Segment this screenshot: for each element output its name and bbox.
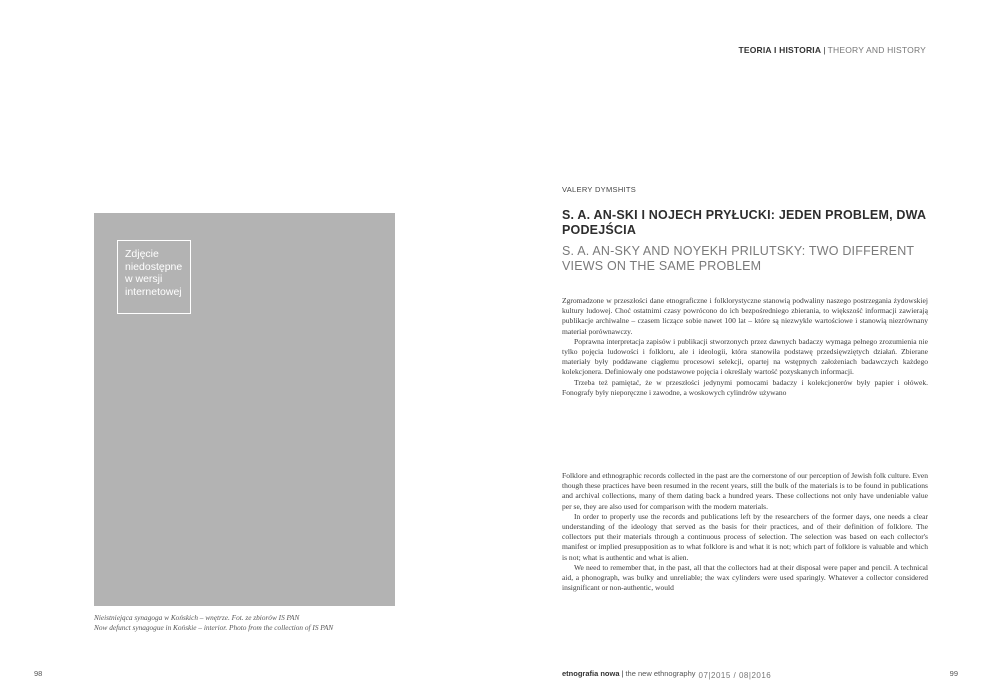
paragraph-pl-2: Poprawna interpretacja zapisów i publikacji stworzonych przez dawnych badaczy wymaga pełnego zrozumienia nie tylko pojęcia ludowości i folkloru, ale i ideologii, która stanowiła podstawę przedsięwziętych działań. Zbierane materiały były poddawane ciągłemu procesowi selekcji, opartej na wstępnych założeniach badawczych każdego kolekcjonera. Definiowały one podstawowe pojęcia i określały wartość pozyskanych informacji. <box>562 336 928 377</box>
article-body-en <box>562 471 928 593</box>
section-title-en: THEORY AND HISTORY <box>827 45 926 55</box>
journal-separator: | <box>621 669 624 678</box>
paragraph-pl-1: Zgromadzone w przeszłości dane etnograficzne i folklorystyczne stanowią podwaliny naszego postrzegania żydowskiej kultury ludowej. Choć ostatnimi czasy powrócono do ich bezpośredniego zbierania, to większość informacji zawierają publikacje archiwalne – czasem liczące sobie nawet 100 lat – które są niezwykle wartościowe i stanowią niezrównany materiał porównawczy. <box>562 296 928 336</box>
journal-name-pl: etnografia nowa <box>562 669 620 678</box>
journal-name-en: the new ethnography <box>625 669 696 678</box>
article-body-pl <box>562 296 928 398</box>
photo-caption <box>94 613 414 633</box>
section-header <box>738 45 926 55</box>
paragraph-pl-3: Trzeba też pamiętać, że w przeszłości jedynymi pomocami badaczy i kolekcjonerów były papier i ołówek. Fonografy były nieporęczne i zawodne, a woskowych cylindrów używano <box>562 377 928 397</box>
section-separator: | <box>823 45 826 55</box>
paragraph-en-2: In order to properly use the records and publications left by the researchers of the former days, one needs a clear understanding of the ideology that served as the basis for their practices, and of their definition of folklore. The collectors put their materials through a continuous process of selection. The selection was based on each collector's manifest or implied presupposition as to what folklore is and what it is not; which part of folklore is valuable and which is not; what is authentic and what is alien. <box>562 511 928 562</box>
paragraph-en-3: We need to remember that, in the past, all that the collectors had at their disposal were paper and pencil. A technical aid, a phonograph, was bulky and unreliable; the wax cylinders were used sparingly. Whatever a collector considered insignificant or non-authentic, would <box>562 562 928 593</box>
photo-unavailable-notice: Zdjęcie niedostępne w wersji internetowej <box>117 240 191 314</box>
journal-issue: 07|2015 / 08|2016 <box>698 671 772 680</box>
photo-caption-en: Now defunct synagogue in Końskie – interior. Photo from the collection of IS PAN <box>94 623 334 632</box>
photo-placeholder <box>94 213 395 606</box>
photo-caption-pl: Nieistniejąca synagoga w Końskich – wnętrze. Fot. ze zbiorów IS PAN <box>94 613 300 622</box>
journal-footer <box>562 669 771 678</box>
article-author: VALERY DYMSHITS <box>562 185 637 194</box>
section-title-pl: TEORIA I HISTORIA <box>738 45 822 55</box>
article-title-en: S. A. AN-SKY AND NOYEKH PRILUTSKY: TWO DIFFERENT VIEWS ON THE SAME PROBLEM <box>562 244 915 273</box>
page-number-left: 98 <box>34 669 43 678</box>
article-title-pl: S. A. AN-SKI I NOJECH PRYŁUCKI: JEDEN PROBLEM, DWA PODEJŚCIA <box>562 208 926 237</box>
paragraph-en-1: Folklore and ethnographic records collected in the past are the cornerstone of our perception of Jewish folk culture. Even though these practices have been resumed in the recent years, still the bulk of the materials is to be found in publications and archival collections, many of them dating back a hundred years. These collections not only have undeniable value per se, they are also used for comparison with the modern materials. <box>562 471 928 511</box>
page-number-right: 99 <box>949 669 958 678</box>
